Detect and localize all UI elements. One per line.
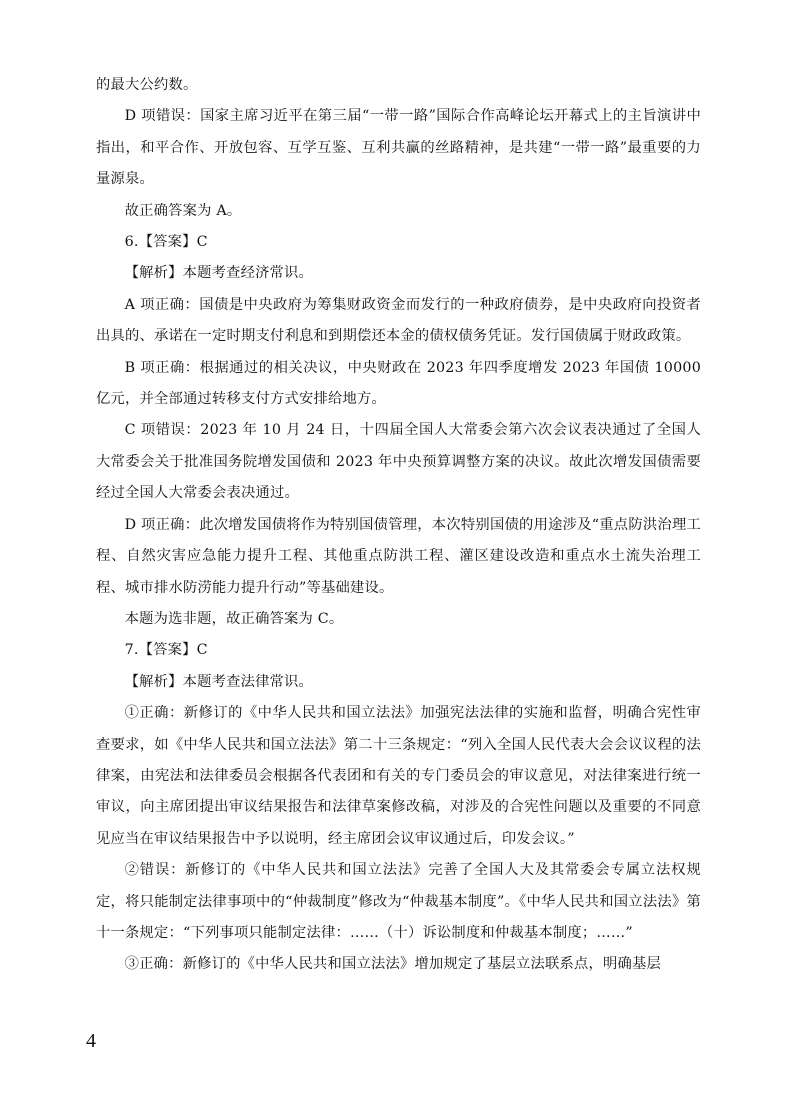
answer-heading-q7: 7.【答案】C (124, 642, 208, 659)
page-number: 4 (86, 1030, 96, 1052)
paragraph-option-c-q6: C 项错误：2023 年 10 月 24 日，十四届全国人大常委会第六次会议表决通过了全国人大常委会关于批准国务院增发国债和 2023 年中央预算调整方案的决议。故此次增发国债需要经过全国人大常委会表决通过。 (96, 422, 701, 502)
paragraph-continuation: 的最大公约数。 (96, 77, 198, 93)
analysis-heading-q7: 【解析】本题考查法律常识。 (124, 673, 314, 690)
analysis-heading-q6: 【解析】本题考查经济常识。 (124, 265, 314, 282)
paragraph-option-a-q6: A 项正确：国债是中央政府为筹集财政资金而发行的一种政府债券，是中央政府向投资者出具的、承诺在一定时期支付利息和到期偿还本金的债权债务凭证。发行国债属于财政政策。 (96, 296, 701, 345)
paragraph-answer-q5: 故正确答案为 A。 (124, 202, 242, 219)
paragraph-item-2-q7: ②错误：新修订的《中华人民共和国立法法》完善了全国人大及其常委会专属立法权规定，将只能制定法律事项中的“仲裁制度”修改为“仲裁基本制度”。《中华人民共和国立法法》第十一条规定：“下列事项只能制定法律：……（十）诉讼制度和仲裁基本制度；……” (96, 862, 701, 941)
document-body (96, 70, 701, 981)
paragraph-item-3-q7: ③正确：新修订的《中华人民共和国立法法》增加规定了基层立法联系点，明确基层 (124, 956, 661, 973)
paragraph-option-d-q5: D 项错误：国家主席习近平在第三届“一带一路”国际合作高峰论坛开幕式上的主旨演讲中指出，和平合作、开放包容、互学互鉴、互利共赢的丝路精神，是共建“一带一路”最重要的力量源泉。 (96, 108, 701, 188)
paragraph-answer-q6: 本题为选非题，故正确答案为 C。 (124, 610, 344, 627)
paragraph-option-d-q6: D 项正确：此次增发国债将作为特别国债管理，本次特别国债的用途涉及“重点防洪治理工程、自然灾害应急能力提升工程、其他重点防洪工程、灌区建设改造和重点水土流失治理工程、城市排水防涝能力提升行动”等基础建设。 (96, 516, 701, 596)
paragraph-option-b-q6: B 项正确：根据通过的相关决议，中央财政在 2023 年四季度增发 2023 年国债 10000 亿元，并全部通过转移支付方式安排给地方。 (96, 359, 701, 408)
answer-heading-q6: 6.【答案】C (124, 234, 208, 251)
paragraph-item-1-q7: ①正确：新修订的《中华人民共和国立法法》加强宪法法律的实施和监督，明确合宪性审查要求，如《中华人民共和国立法法》第二十三条规定：“列入全国人民代表大会会议议程的法律案，由宪法和法律委员会根据各代表团和有关的专门委员会的审议意见，对法律案进行统一审议，向主席团提出审议结果报告和法律草案修改稿，对涉及的合宪性问题以及重要的不同意见应当在审议结果报告中予以说明，经主席团会议审议通过后，印发会议。” (96, 705, 701, 847)
